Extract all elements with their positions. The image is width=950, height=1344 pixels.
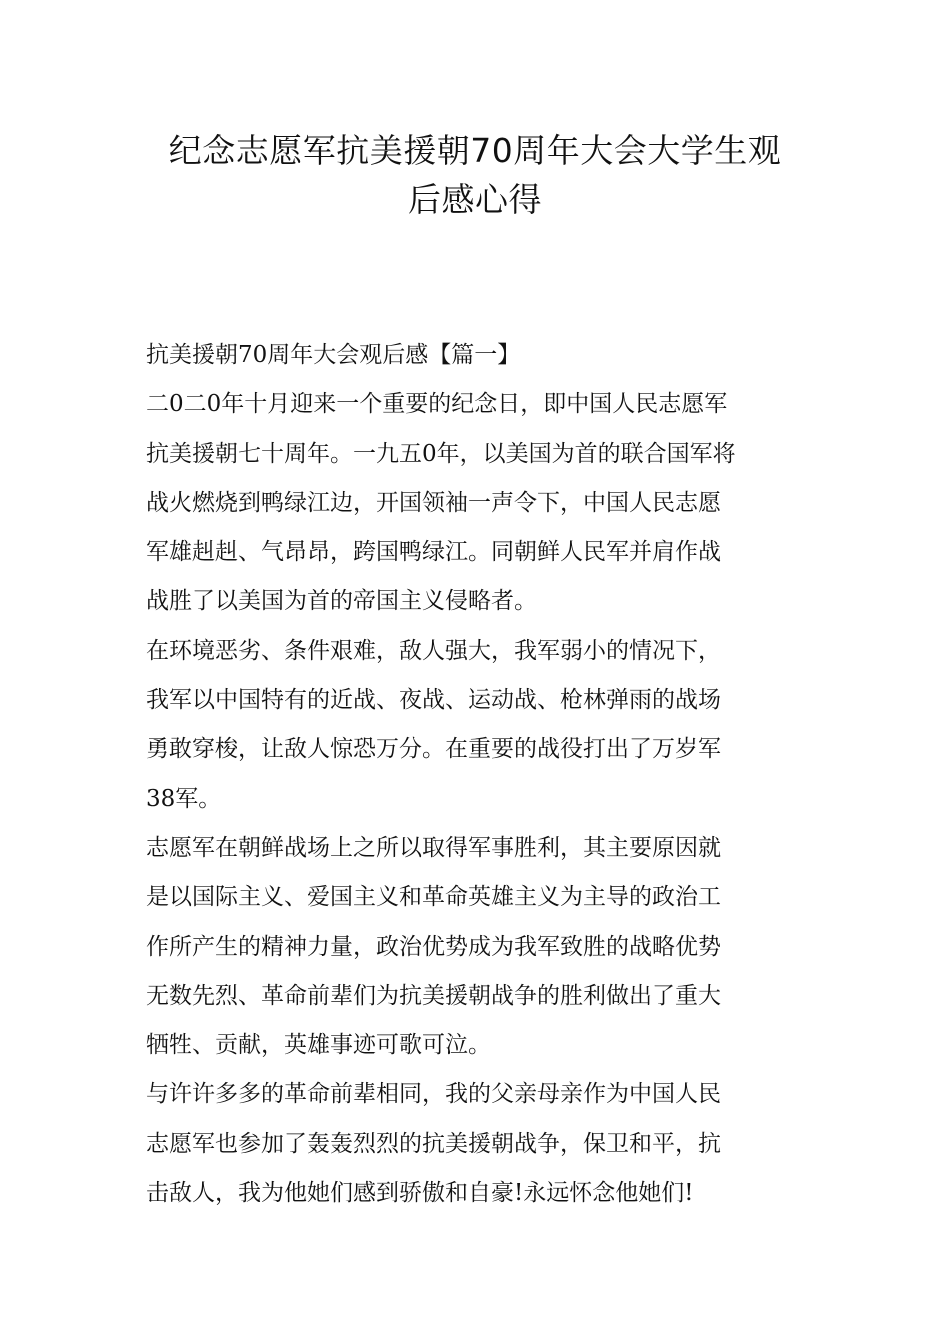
body-line: 志愿军在朝鲜战场上之所以取得军事胜利，其主要原因就: [146, 834, 721, 861]
body-line: 在环境恶劣、条件艰难，敌人强大，我军弱小的情况下，: [146, 637, 721, 664]
title-line-1: 纪念志愿军抗美援朝70周年大会大学生观: [168, 131, 782, 170]
body-line: 牺牲、贡献，英雄事迹可歌可泣。: [146, 1032, 491, 1059]
section-heading: 抗美援朝70周年大会观后感【篇一】: [146, 342, 521, 368]
body-line: 勇敢穿梭，让敌人惊恐万分。在重要的战役打出了万岁军: [146, 736, 721, 763]
document-title: [100, 126, 850, 224]
body-line: 战火燃烧到鸭绿江边，开国领袖一声令下，中国人民志愿: [146, 489, 721, 516]
body-line: 军雄赳赳、气昂昂，跨国鸭绿江。同朝鲜人民军并肩作战: [146, 539, 721, 566]
body-line: 作所产生的精神力量，政治优势成为我军致胜的战略优势: [146, 933, 721, 960]
body-line: 与许许多多的革命前辈相同，我的父亲母亲作为中国人民: [146, 1081, 721, 1108]
body-line: 38军。: [146, 785, 222, 812]
title-line-2: 后感心得: [408, 180, 542, 219]
body-line: 是以国际主义、爱国主义和革命英雄主义为主导的政治工: [146, 884, 721, 911]
body-line: 志愿军也参加了轰轰烈烈的抗美援朝战争，保卫和平，抗: [146, 1130, 721, 1157]
body-line: 二0二0年十月迎来一个重要的纪念日，即中国人民志愿军: [146, 391, 728, 418]
document-body: [146, 331, 808, 1218]
body-line: 战胜了以美国为首的帝国主义侵略者。: [146, 588, 537, 615]
body-line: 击敌人，我为他她们感到骄傲和自豪!永远怀念他她们!: [146, 1180, 694, 1207]
body-line: 抗美援朝七十周年。一九五0年，以美国为首的联合国军将: [146, 440, 736, 467]
body-line: 我军以中国特有的近战、夜战、运动战、枪林弹雨的战场: [146, 687, 721, 714]
body-line: 无数先烈、革命前辈们为抗美援朝战争的胜利做出了重大: [146, 982, 721, 1009]
